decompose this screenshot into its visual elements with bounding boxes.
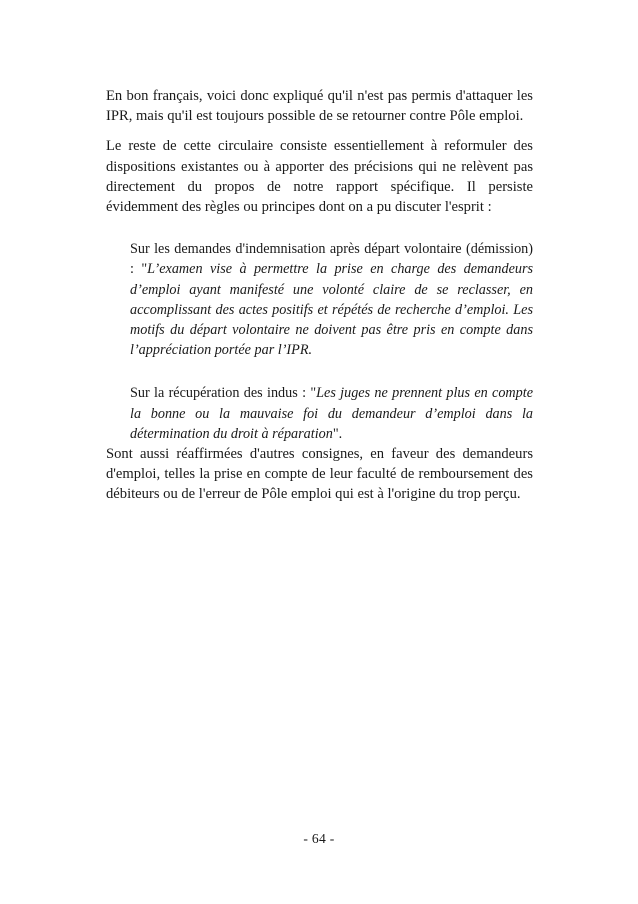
quote-trailing-2: ".: [332, 425, 343, 442]
page-number-footer: - 64 -: [303, 831, 335, 846]
quote-lead-in-1: Sur les demandes d'indemnisation après départ volontaire (démission) : ": [130, 241, 533, 278]
quote-lead-in-2: Sur la récupération des indus : ": [130, 385, 317, 402]
paragraph-closing: Sont aussi réaffirmées d'autres consignes, en faveur des demandeurs d'emploi, telles la prise en compte de leur faculté de remboursement des débiteurs ou de l'erreur de Pôle emploi qui est à l'origine du trop perçu.: [106, 446, 533, 503]
quote-block-demission: [106, 239, 533, 360]
paragraph-2: Le reste de cette circulaire consiste essentiellement à reformuler des dispositions existantes ou à apporter des précisions qui ne relèvent pas directement du propos de notre rapport spécifique. Il persiste évidemment des règles ou principes dont on a pu discuter l'esprit :: [106, 138, 533, 216]
quote-text-1: L’examen vise à permettre la prise en charge des demandeurs d’emploi ayant manifesté une volonté claire de se reclasser, en accomplissant des actes positifs et répétés de recherche d’emploi. Les motifs du départ volontaire ne doivent pas être pris en compte dans l’appréciation portée par l’IPR.: [130, 261, 533, 359]
quote-text-2: Les juges ne prennent plus en compte la bonne ou la mauvaise foi du demandeur d’emploi dans la détermination du droit à réparation: [130, 385, 534, 442]
paragraph-1: En bon français, voici donc expliqué qu'il n'est pas permis d'attaquer les IPR, mais qu'il est toujours possible de se retourner contre Pôle emploi.: [106, 88, 533, 125]
quote-block-indus: [106, 383, 533, 444]
page-content: [106, 86, 533, 505]
